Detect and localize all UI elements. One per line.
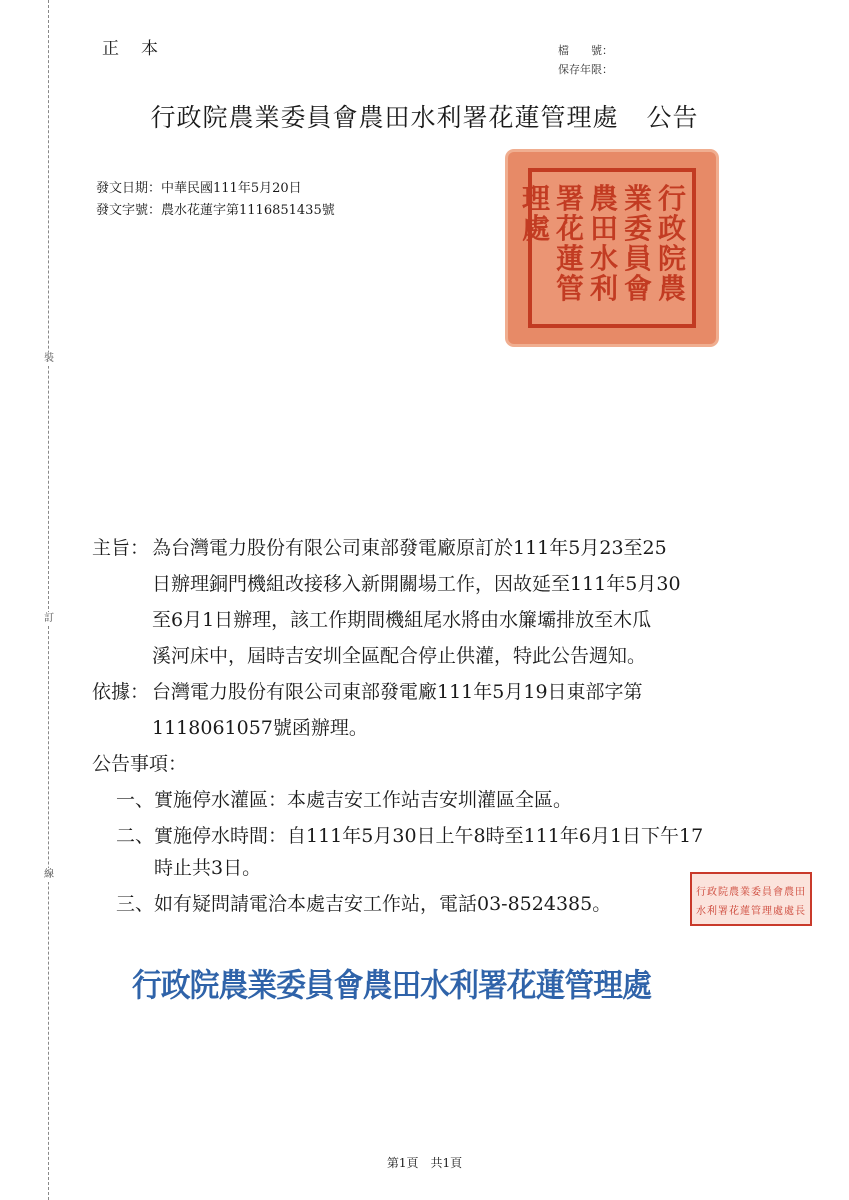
title-agency: 行政院農業委員會農田水利署花蓮管理處 bbox=[150, 103, 619, 132]
issue-date: 發文日期：中華民國111年5月20日 bbox=[96, 181, 302, 196]
official-seal bbox=[508, 152, 716, 344]
issue-number: 發文字號：農水花蓮字第1116851435號 bbox=[96, 203, 335, 218]
subject-line: 溪河床中，屆時吉安圳全區配合停止供灌，特此公告週知。 bbox=[152, 645, 647, 667]
announcement-item-continued: 時止共3日。 bbox=[154, 857, 262, 879]
basis-label: 依據： bbox=[92, 681, 150, 703]
announcement-item: 一、實施停水灌區：本處吉安工作站吉安圳灌區全區。 bbox=[116, 789, 573, 811]
agency-name-stamp: 行政院農業委員會農田水利署花蓮管理處 bbox=[132, 966, 651, 1004]
file-number-label: 檔 號： bbox=[558, 44, 613, 57]
binding-mark-xian: 線 bbox=[44, 869, 54, 880]
binding-mark-ding: 訂 bbox=[44, 613, 54, 624]
basis-line: 台灣電力股份有限公司東部發電廠111年5月19日東部字第 bbox=[152, 681, 643, 703]
director-seal-row: 水利署花蓮管理處處長 bbox=[696, 906, 806, 917]
binding-mark-zhuang: 裝 bbox=[44, 353, 54, 364]
binding-line bbox=[48, 0, 49, 1200]
subject-line: 日辦理銅門機組改接移入新開關場工作，因故延至111年5月30 bbox=[152, 573, 681, 595]
document-title bbox=[0, 98, 849, 134]
announcement-item: 二、實施停水時間：自111年5月30日上午8時至111年6月1日下午17 bbox=[116, 825, 704, 847]
director-seal bbox=[690, 872, 812, 926]
page-footer: 第1頁 共1頁 bbox=[386, 1156, 463, 1170]
copy-label: 正本 bbox=[102, 39, 180, 59]
seal-column: 署花蓮管 bbox=[555, 182, 584, 305]
subject-line: 為台灣電力股份有限公司東部發電廠原訂於111年5月23至25 bbox=[152, 537, 667, 559]
subject-label: 主旨： bbox=[92, 537, 150, 559]
title-doc-type: 公告 bbox=[646, 103, 699, 132]
seal-column: 農田水利 bbox=[589, 182, 618, 305]
seal-column: 業委員會 bbox=[623, 182, 652, 305]
basis-line: 1118061057號函辦理。 bbox=[152, 717, 368, 739]
director-seal-row: 行政院農業委員會農田 bbox=[696, 887, 806, 898]
seal-column: 理處 bbox=[521, 182, 550, 245]
retention-label: 保存年限： bbox=[558, 63, 613, 76]
subject-line: 至6月1日辦理，該工作期間機組尾水將由水簾壩排放至木瓜 bbox=[152, 609, 652, 631]
announcement-item: 三、如有疑問請電洽本處吉安工作站，電話03-8524385。 bbox=[116, 893, 612, 915]
announcement-heading: 公告事項： bbox=[92, 753, 188, 775]
seal-column: 行政院農 bbox=[657, 182, 686, 305]
